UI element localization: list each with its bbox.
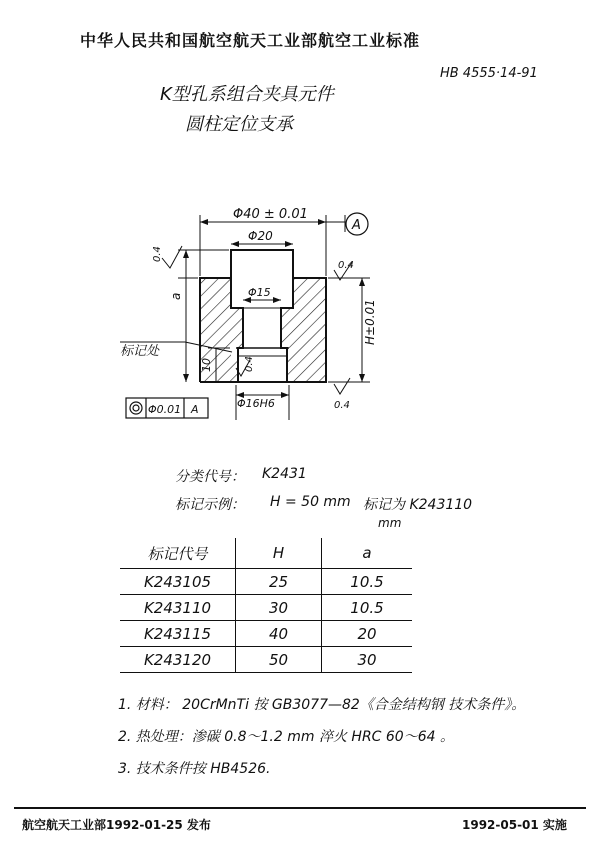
table-cell: 25 — [236, 569, 322, 595]
dimension-lines — [120, 215, 370, 420]
table-cell: K243110 — [120, 595, 236, 621]
dim-height: H±0.01 — [363, 299, 377, 345]
dim-outer-diameter: Φ40 ± 0.01 — [233, 207, 308, 222]
example-value: H = 50 mm — [270, 494, 351, 510]
standard-code: HB 4555·14-91 — [440, 66, 538, 81]
table-cell: 10.5 — [322, 569, 413, 595]
table-header-row — [120, 538, 412, 569]
table-row — [120, 569, 412, 595]
document-title-line2: 圆柱定位支承 — [185, 114, 293, 135]
concentricity-icon — [130, 402, 142, 414]
table-cell: K243105 — [120, 569, 236, 595]
table-cell: 20 — [322, 621, 413, 647]
footer-divider — [14, 807, 586, 809]
table-cell: 10.5 — [322, 595, 413, 621]
note-technical-conditions: 3. 技术条件按 HB4526. — [118, 761, 271, 777]
dim-10: 10 — [200, 358, 213, 372]
standard-title: 中华人民共和国航空航天工业部航空工业标准 — [80, 31, 421, 50]
issued-date: 航空航天工业部1992-01-25 发布 — [22, 818, 211, 832]
effective-date: 1992-05-01 实施 — [462, 818, 567, 832]
table-header-a: a — [322, 538, 413, 569]
tolerance-frame — [126, 398, 208, 418]
table-row — [120, 621, 412, 647]
surface-finish-bottom: 0.4 — [334, 400, 350, 411]
marking-table — [120, 538, 412, 673]
table-cell: 30 — [236, 595, 322, 621]
mark-location-label: 标记处 — [120, 344, 160, 359]
table-cell: 30 — [322, 647, 413, 673]
datum-letter: A — [352, 218, 361, 233]
table-cell: 50 — [236, 647, 322, 673]
example-mark: 标记为 K243110 — [363, 497, 473, 513]
tolerance-datum: A — [191, 403, 199, 416]
table-row — [120, 647, 412, 673]
dim-bore-diameter: Φ15 — [248, 286, 271, 299]
table-cell: K243115 — [120, 621, 236, 647]
surface-finish-top-right: 0.4 — [338, 260, 354, 271]
table-header-h: H — [236, 538, 322, 569]
surface-finish-inner: 0.4 — [244, 356, 255, 372]
surface-finish-top-left: 0.4 — [152, 246, 163, 262]
dim-counterbore-diameter: Φ20 — [248, 229, 273, 243]
class-code-value: K2431 — [262, 466, 307, 482]
table-header-code: 标记代号 — [120, 538, 236, 569]
note-heat-treatment: 2. 热处理：渗碳 0.8～1.2 mm 淬火 HRC 60～64 。 — [118, 729, 454, 745]
table-cell: K243120 — [120, 647, 236, 673]
document-title-line1: K型孔系组合夹具元件 — [160, 84, 334, 105]
tolerance-value: Φ0.01 — [148, 403, 182, 416]
dim-a: a — [169, 292, 183, 300]
dim-locating-diameter: Φ16H6 — [237, 397, 275, 410]
table-unit: mm — [378, 516, 402, 530]
example-label: 标记示例： — [175, 497, 245, 513]
class-code-label: 分类代号： — [175, 469, 245, 485]
table-row — [120, 595, 412, 621]
table-cell: 40 — [236, 621, 322, 647]
note-material: 1. 材料： 20CrMnTi 按 GB3077—82《合金结构钢 技术条件》。 — [118, 697, 526, 713]
